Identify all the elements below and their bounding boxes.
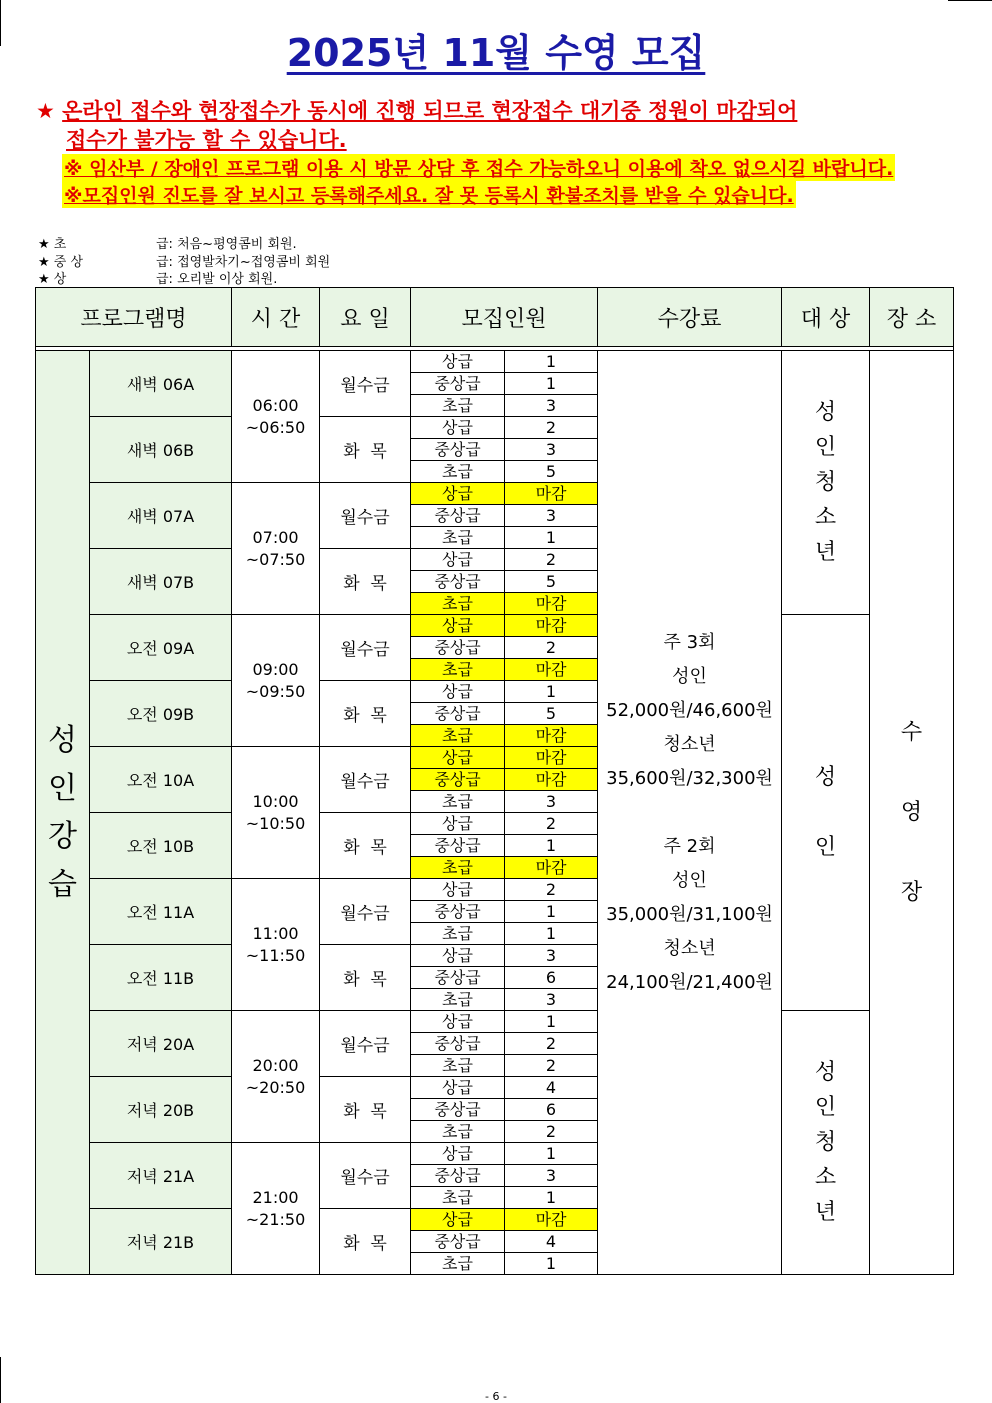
level-name: 중상급 (411, 901, 505, 923)
page-title: 2025년 11월 수영 모집 (286, 31, 706, 75)
capacity-count: 5 (505, 571, 598, 593)
legend-item (38, 233, 297, 252)
target-group (782, 351, 870, 615)
program-name: 저녁 21A (90, 1143, 232, 1209)
fee-line: 24,100원/21,400원 (606, 971, 773, 993)
class-days: 월수금 (320, 879, 411, 945)
class-days: 화 목 (320, 681, 411, 747)
level-name: 초급 (411, 593, 505, 615)
time-start: 11:00 (252, 923, 299, 943)
level-name: 중상급 (411, 769, 505, 791)
capacity-count: 2 (505, 549, 598, 571)
level-name: 상급 (411, 1077, 505, 1099)
level-name: 상급 (411, 483, 505, 505)
fee-line: 주 2회 (663, 835, 716, 857)
notice-line-3: ※ 임산부 / 장애인 프로그램 이용 시 방문 상담 후 접수 가능하오니 이용에 착오 없으시길 바랍니다. (62, 154, 895, 181)
program-name: 저녁 20B (90, 1077, 232, 1143)
time-start: 06:00 (252, 395, 299, 415)
class-days: 화 목 (320, 1077, 411, 1143)
level-name: 상급 (411, 879, 505, 901)
capacity-count: 1 (505, 1187, 598, 1209)
level-name: 초급 (411, 989, 505, 1011)
target-group (782, 1011, 870, 1275)
table-row (36, 1011, 954, 1033)
time-start: 10:00 (252, 791, 299, 811)
program-name: 새벽 07B (90, 549, 232, 615)
class-days: 월수금 (320, 1011, 411, 1077)
level-name: 상급 (411, 615, 505, 637)
level-name: 상급 (411, 351, 505, 373)
program-name: 오전 11B (90, 945, 232, 1011)
level-name: 초급 (411, 1121, 505, 1143)
capacity-count: 5 (505, 703, 598, 725)
fee-line: 청소년 (663, 733, 716, 755)
level-name: 상급 (411, 813, 505, 835)
star-icon: ★ (36, 99, 55, 123)
time-slot (232, 351, 320, 483)
time-slot (232, 1011, 320, 1143)
target-group (782, 615, 870, 1011)
category-text: 성인강습 (48, 722, 77, 902)
time-end: ~11:50 (245, 945, 306, 965)
class-days: 월수금 (320, 351, 411, 417)
table-row (36, 615, 954, 637)
header-fee: 수강료 (598, 288, 782, 347)
notice-line-4: ※모집인원 진도를 잘 보시고 등록해주세요. 잘 못 등록시 환불조치를 받을 수 있습니다. (62, 181, 796, 208)
closed-badge: 마감 (505, 659, 598, 681)
venue-text: 수영장 (900, 719, 923, 905)
capacity-count: 1 (505, 527, 598, 549)
closed-badge: 마감 (505, 857, 598, 879)
capacity-count: 2 (505, 637, 598, 659)
header-day: 요 일 (320, 288, 411, 347)
corner-mark-top-right (948, 0, 992, 1)
capacity-count: 3 (505, 945, 598, 967)
target-text: 성인청소년 (814, 1060, 837, 1225)
time-slot (232, 747, 320, 879)
capacity-count: 3 (505, 395, 598, 417)
closed-badge: 마감 (505, 615, 598, 637)
notice-line-2: 접수가 불가능 할 수 있습니다. (66, 128, 347, 152)
level-name: 초급 (411, 461, 505, 483)
level-name: 중상급 (411, 637, 505, 659)
legend-level-desc: 급: 오리발 이상 회원. (156, 272, 278, 287)
level-name: 초급 (411, 527, 505, 549)
level-name: 초급 (411, 659, 505, 681)
capacity-count: 2 (505, 417, 598, 439)
time-start: 21:00 (252, 1187, 299, 1207)
fee-line: 주 3회 (663, 631, 716, 653)
level-name: 중상급 (411, 1231, 505, 1253)
legend-item (38, 268, 277, 287)
program-name: 오전 10B (90, 813, 232, 879)
header-venue: 장 소 (870, 288, 954, 347)
header-capacity: 모집인원 (411, 288, 598, 347)
capacity-count: 1 (505, 351, 598, 373)
capacity-count: 3 (505, 791, 598, 813)
capacity-count: 1 (505, 1011, 598, 1033)
closed-badge: 마감 (505, 483, 598, 505)
class-days: 화 목 (320, 417, 411, 483)
level-name: 중상급 (411, 703, 505, 725)
level-name: 상급 (411, 549, 505, 571)
level-name: 상급 (411, 1143, 505, 1165)
class-days: 화 목 (320, 813, 411, 879)
level-name: 초급 (411, 1187, 505, 1209)
closed-badge: 마감 (505, 769, 598, 791)
capacity-count: 1 (505, 1253, 598, 1275)
time-slot (232, 483, 320, 615)
fee-cell (598, 351, 782, 1275)
target-text: 성인 (814, 764, 837, 860)
fee-line: 35,000원/31,100원 (606, 903, 773, 925)
time-end: ~09:50 (245, 681, 306, 701)
level-name: 상급 (411, 1011, 505, 1033)
table-header-row (36, 288, 954, 347)
time-slot (232, 615, 320, 747)
capacity-count: 3 (505, 1165, 598, 1187)
capacity-count: 1 (505, 923, 598, 945)
capacity-count: 2 (505, 1033, 598, 1055)
level-name: 초급 (411, 857, 505, 879)
closed-badge: 마감 (505, 725, 598, 747)
program-name: 새벽 07A (90, 483, 232, 549)
class-days: 화 목 (320, 1209, 411, 1275)
fee-line: 52,000원/46,600원 (606, 699, 773, 721)
class-days: 월수금 (320, 483, 411, 549)
capacity-count: 1 (505, 1143, 598, 1165)
program-name: 새벽 06B (90, 417, 232, 483)
capacity-count: 6 (505, 967, 598, 989)
header-time: 시 간 (232, 288, 320, 347)
level-name: 초급 (411, 395, 505, 417)
level-name: 중상급 (411, 835, 505, 857)
level-name: 상급 (411, 417, 505, 439)
header-target: 대 상 (782, 288, 870, 347)
fee-line (598, 796, 781, 830)
program-name: 오전 09A (90, 615, 232, 681)
level-name: 중상급 (411, 1099, 505, 1121)
level-name: 중상급 (411, 505, 505, 527)
time-start: 09:00 (252, 659, 299, 679)
level-name: 초급 (411, 725, 505, 747)
capacity-count: 2 (505, 879, 598, 901)
class-schedule-table (35, 287, 954, 1275)
class-days: 화 목 (320, 549, 411, 615)
level-name: 중상급 (411, 967, 505, 989)
time-end: ~21:50 (245, 1209, 306, 1229)
capacity-count: 4 (505, 1077, 598, 1099)
level-name: 초급 (411, 791, 505, 813)
time-end: ~20:50 (245, 1077, 306, 1097)
level-name: 상급 (411, 1209, 505, 1231)
fee-line: 성인 (672, 665, 707, 687)
capacity-count: 1 (505, 901, 598, 923)
capacity-count: 1 (505, 835, 598, 857)
time-slot (232, 879, 320, 1011)
level-name: 중상급 (411, 571, 505, 593)
capacity-count: 2 (505, 813, 598, 835)
fee-line: 성인 (672, 869, 707, 891)
capacity-count: 6 (505, 1099, 598, 1121)
capacity-count: 1 (505, 681, 598, 703)
level-name: 상급 (411, 747, 505, 769)
level-name: 중상급 (411, 373, 505, 395)
legend-level-desc: 급: 처음~평영콤비 회원. (156, 237, 297, 252)
capacity-count: 3 (505, 989, 598, 1011)
legend-level-desc: 급: 접영발차기~접영콤비 회원 (156, 255, 331, 270)
class-days: 화 목 (320, 945, 411, 1011)
program-name: 저녁 21B (90, 1209, 232, 1275)
program-name: 저녁 20A (90, 1011, 232, 1077)
program-name: 오전 09B (90, 681, 232, 747)
capacity-count: 1 (505, 373, 598, 395)
class-days: 월수금 (320, 615, 411, 681)
capacity-count: 4 (505, 1231, 598, 1253)
class-days: 월수금 (320, 747, 411, 813)
closed-badge: 마감 (505, 1209, 598, 1231)
header-program: 프로그램명 (36, 288, 232, 347)
time-slot (232, 1143, 320, 1275)
level-name: 초급 (411, 1055, 505, 1077)
fee-line: 청소년 (663, 937, 716, 959)
capacity-count: 3 (505, 505, 598, 527)
level-name: 중상급 (411, 1165, 505, 1187)
capacity-count: 3 (505, 439, 598, 461)
program-name: 오전 10A (90, 747, 232, 813)
legend-level-label: ★ 상 (38, 272, 67, 287)
level-name: 초급 (411, 923, 505, 945)
time-end: ~07:50 (245, 549, 306, 569)
time-start: 20:00 (252, 1055, 299, 1075)
level-name: 상급 (411, 945, 505, 967)
notice-line-1: ★ 온라인 접수와 현장접수가 동시에 진행 되므로 현장접수 대기중 정원이 마감되어 (36, 99, 798, 123)
closed-badge: 마감 (505, 747, 598, 769)
level-name: 중상급 (411, 439, 505, 461)
time-end: ~10:50 (245, 813, 306, 833)
legend-level-label: ★ 중 상 (38, 255, 84, 270)
capacity-count: 5 (505, 461, 598, 483)
table-row (36, 351, 954, 373)
time-start: 07:00 (252, 527, 299, 547)
capacity-count: 2 (505, 1121, 598, 1143)
level-name: 초급 (411, 1253, 505, 1275)
level-name: 중상급 (411, 1033, 505, 1055)
capacity-count: 2 (505, 1055, 598, 1077)
closed-badge: 마감 (505, 593, 598, 615)
target-text: 성인청소년 (814, 400, 837, 565)
category-cell (36, 351, 90, 1275)
time-end: ~06:50 (245, 417, 306, 437)
program-name: 새벽 06A (90, 351, 232, 417)
page-number: - 6 - (485, 1390, 507, 1403)
level-name: 상급 (411, 681, 505, 703)
fee-line: 35,600원/32,300원 (606, 767, 773, 789)
program-name: 오전 11A (90, 879, 232, 945)
legend-level-label: ★ 초 (38, 237, 67, 252)
venue-cell (870, 351, 954, 1275)
class-days: 월수금 (320, 1143, 411, 1209)
